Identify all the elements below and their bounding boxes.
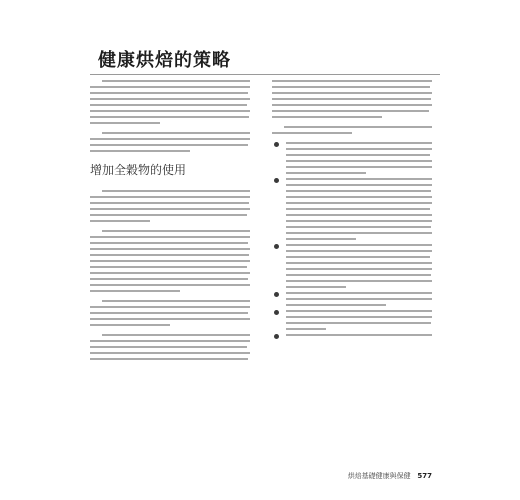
list-item [272, 244, 432, 288]
page-title: 健康烘焙的策略 [98, 50, 231, 71]
bullet-icon [274, 244, 279, 249]
bullet-icon [274, 334, 279, 339]
right-column [272, 80, 432, 340]
bullet-icon [274, 310, 279, 315]
bullet-icon [274, 142, 279, 147]
bullet-icon [274, 292, 279, 297]
title-divider [90, 74, 440, 75]
paragraph [90, 190, 250, 222]
paragraph [90, 132, 250, 152]
paragraph [90, 80, 250, 124]
paragraph [90, 334, 250, 360]
bullet-icon [274, 178, 279, 183]
paragraph [272, 126, 432, 134]
list-item [272, 334, 432, 336]
book-page [90, 30, 440, 485]
left-column [90, 80, 250, 364]
paragraph [90, 300, 250, 326]
list-item [272, 292, 432, 306]
bullet-list [272, 142, 432, 336]
list-item [272, 142, 432, 174]
page-number: 577 [417, 472, 432, 480]
footer-text: 烘焙基礎健康與保健 [347, 472, 411, 480]
list-item [272, 310, 432, 330]
paragraph [272, 80, 432, 118]
paragraph [90, 230, 250, 292]
list-item [272, 178, 432, 240]
section-heading: 增加全穀物的使用 [90, 163, 187, 177]
page-footer [348, 471, 432, 481]
